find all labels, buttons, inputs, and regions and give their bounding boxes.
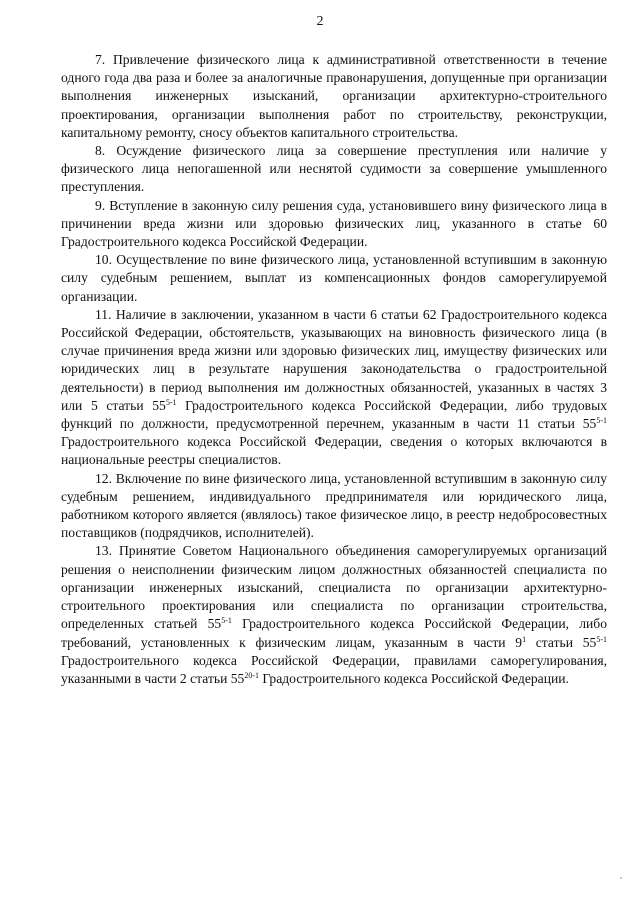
paragraph-11 [61, 306, 607, 470]
scan-speck [620, 877, 622, 879]
superscript-index: 5-1 [596, 416, 607, 426]
paragraph-12 [61, 470, 607, 543]
page-number: 2 [316, 14, 324, 29]
text-segment: статьи 55 [526, 634, 597, 650]
text-segment: 10. Осуществление по вине физического лица, установленной вступившим в законную силу судебным решением, выплат из компенсационных фондов саморегулируемой организации. [61, 252, 607, 304]
paragraph-9 [61, 197, 607, 252]
text-segment: Градостроительного кодекса Российской Федерации. [259, 670, 569, 686]
superscript-index: 20-1 [244, 670, 260, 680]
text-segment: Градостроительного кодекса Российской Федерации, либо трудовых функций по должности, предусмотренной перечнем, указанным в части 11 статьи 55 [61, 397, 607, 432]
paragraph-7 [61, 51, 607, 142]
text-segment: 11. Наличие в заключении, указанном в части 6 статьи 62 Градостроительного кодекса Российской Федерации, обстоятельств, указывающих на виновность физического лица (в случае причинения вреда жизни или здоровью физических лиц, имуществу физических или юридических лиц в результате нарушения законодательства о градостроительной деятельности) в период выполнения им должностных обязанностей, указанных в частях 3 или 5 статьи 55 [61, 306, 607, 413]
superscript-index: 5-1 [165, 397, 177, 407]
text-segment: 7. Привлечение физического лица к административной ответственности в течение одного года два раза и более за аналогичные правонарушения, допущенные при организации выполнения инженерных изысканий, организации архитектурно-строительного проектирования, организации выполнения работ по строительству, реконструкции, капитальному ремонту, сносу объектов капитального строительства. [61, 52, 607, 140]
superscript-index: 5-1 [596, 634, 607, 644]
paragraph-10 [61, 251, 607, 306]
superscript-index: 1 [522, 634, 527, 644]
document-body [61, 51, 607, 688]
paragraph-8 [61, 142, 607, 197]
text-segment: Градостроительного кодекса Российской Федерации, либо требований, установленных к физическим лицам, указанным в части 9 [61, 616, 607, 650]
text-segment: 8. Осуждение физического лица за совершение преступления или наличие у физического лица непогашенной или неснятой судимости за совершение умышленного преступления. [61, 143, 607, 195]
text-segment: 12. Включение по вине физического лица, установленной вступившим в законную силу судебным решением, индивидуального предпринимателя или юридического лица, работником которого является (являлось) такое физическое лицо, в реестр недобросовестных поставщиков (подрядчиков, исполнителей). [61, 470, 607, 541]
text-segment: 9. Вступление в законную силу решения суда, установившего вину физического лица в причинении вреда жизни или здоровью физических лиц, указанного в статье 60 Градостроительного кодекса Российской Федерации. [61, 197, 607, 250]
text-segment: Градостроительного кодекса Российской Федерации, сведения о которых включаются в национальные реестры специалистов. [61, 434, 607, 468]
paragraph-13 [61, 542, 607, 688]
text-segment: 13. Принятие Советом Национального объединения саморегулируемых организаций решения о неисполнении физическим лицом должностных обязанностей специалиста по организации инженерных изысканий, специалиста по организации архитектурно-строительного проектирования или специалиста по организации строительства, определенных статьей 55 [61, 543, 607, 632]
superscript-index: 5-1 [221, 616, 232, 626]
text-segment: Градостроительного кодекса Российской Федерации, правилами саморегулирования, указанными в части 2 статьи 55 [61, 652, 607, 686]
